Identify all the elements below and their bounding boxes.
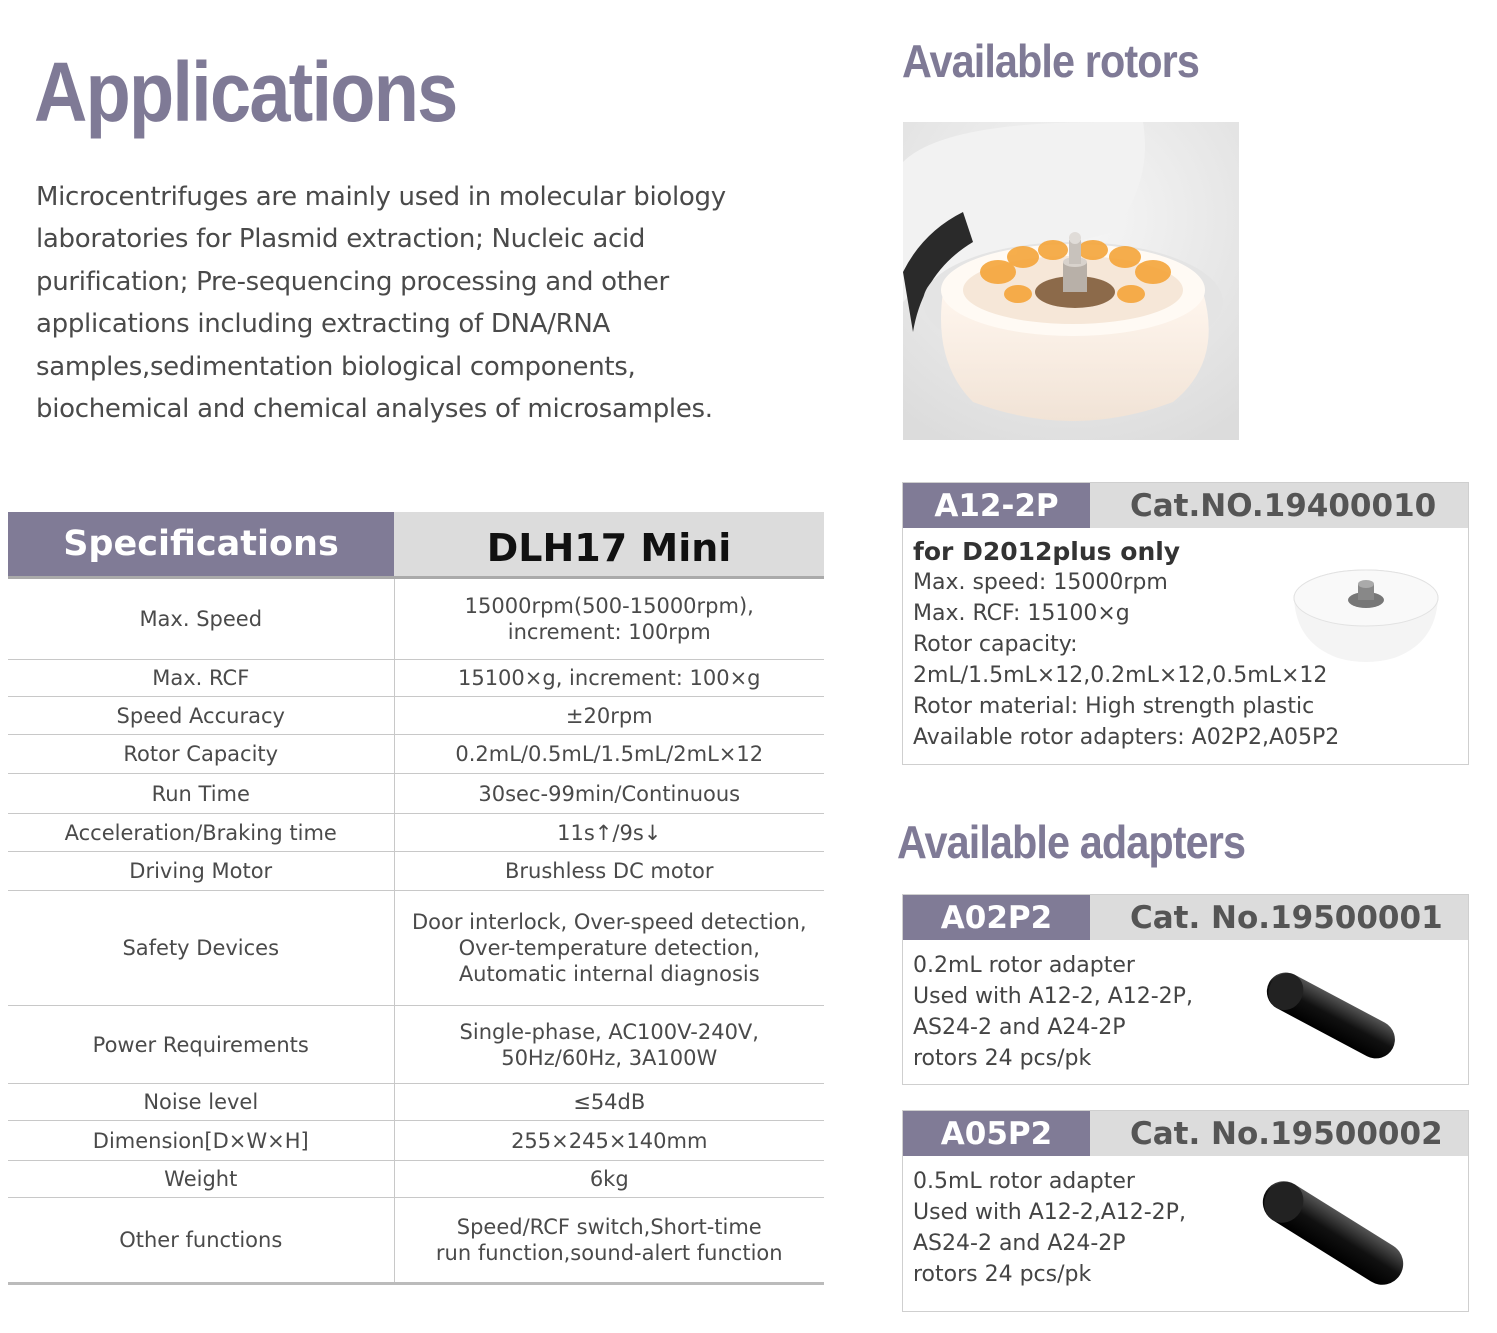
adapters-title: Available adapters (897, 816, 1246, 868)
adapter-card-body (903, 940, 1468, 1082)
spec-value (394, 660, 824, 697)
table-row (8, 774, 824, 814)
spec-value-line: Door interlock, Over-speed detection, (411, 910, 807, 934)
description-line: biochemical and chemical analyses of microsamples. (36, 394, 713, 425)
table-row (8, 891, 824, 1006)
adapter-thumbnail (1253, 960, 1408, 1070)
adapter-spec-line: Used with A12-2, A12-2P, (913, 984, 1193, 1009)
adapter-card-header (903, 1111, 1468, 1156)
spec-value-line: 15000rpm(500-15000rpm), (464, 594, 754, 618)
spec-label: Power Requirements (8, 1006, 394, 1084)
specifications-header: Specifications (8, 512, 394, 578)
adapter-card-a05p2 (902, 1110, 1469, 1312)
rotor-spec-line: Max. RCF: 15100×g (913, 601, 1130, 626)
adapter-spec-line: rotors 24 pcs/pk (913, 1262, 1092, 1287)
rotor-code: A12-2P (903, 483, 1090, 528)
adapter-code: A05P2 (903, 1111, 1090, 1156)
spec-label: Max. RCF (8, 660, 394, 697)
spec-value (394, 1121, 824, 1161)
spec-value-line: increment: 100rpm (507, 620, 711, 644)
spec-value (394, 814, 824, 852)
description-line: purification; Pre-sequencing processing and other (36, 266, 669, 297)
spec-label: Speed Accuracy (8, 697, 394, 735)
adapter-cat-number: Cat. No.19500002 (1130, 1116, 1443, 1152)
rotors-title: Available rotors (902, 35, 1199, 87)
rotor-spec-line: Rotor capacity: (913, 632, 1078, 657)
spec-value-line: 6kg (589, 1167, 629, 1191)
table-row (8, 1006, 824, 1084)
spec-value (394, 852, 824, 891)
table-row (8, 697, 824, 735)
rotor-photo (903, 122, 1239, 440)
spec-value-line: 50Hz/60Hz, 3A100W (501, 1045, 718, 1070)
spec-value (394, 578, 824, 660)
spec-value (394, 891, 824, 1006)
adapter-spec-line: 0.5mL rotor adapter (913, 1169, 1135, 1194)
rotor-card-header (903, 483, 1468, 528)
spec-value-line: 11s↑/9s↓ (557, 820, 662, 845)
spec-value (394, 1006, 824, 1084)
spec-label: Driving Motor (8, 852, 394, 891)
spec-value (394, 774, 824, 814)
description-line: samples,sedimentation biological components, (36, 351, 636, 382)
rotor-thumbnail (1288, 548, 1443, 668)
spec-label: Run Time (8, 774, 394, 814)
adapter-spec-line: Used with A12-2,A12-2P, (913, 1200, 1186, 1225)
spec-label: Rotor Capacity (8, 735, 394, 774)
table-row (8, 735, 824, 774)
spec-value (394, 697, 824, 735)
adapter-spec-line: 0.2mL rotor adapter (913, 953, 1135, 978)
spec-value-line: Automatic internal diagnosis (458, 962, 760, 986)
spec-label: Acceleration/Braking time (8, 814, 394, 852)
adapter-spec-line: AS24-2 and A24-2P (913, 1231, 1126, 1256)
table-row (8, 1121, 824, 1161)
rotor-compatibility: for D2012plus only (913, 537, 1181, 566)
rotor-spec-line: Max. speed: 15000rpm (913, 570, 1168, 595)
applications-title: Applications (34, 45, 457, 139)
rotor-spec-line: Available rotor adapters: A02P2,A05P2 (913, 725, 1340, 750)
applications-description (36, 176, 736, 430)
adapter-card-header (903, 895, 1468, 940)
table-row (8, 578, 824, 660)
table-row (8, 814, 824, 852)
spec-value-line: 30sec-99min/Continuous (478, 781, 741, 806)
rotor-spec-line: 2mL/1.5mL×12,0.2mL×12,0.5mL×12 (913, 663, 1328, 688)
spec-value (394, 1198, 824, 1284)
spec-label: Dimension[D×W×H] (8, 1121, 394, 1161)
adapter-code: A02P2 (903, 895, 1090, 940)
spec-label: Noise level (8, 1084, 394, 1121)
centrifuge-rotor-image (903, 122, 1239, 440)
adapter-spec-line: rotors 24 pcs/pk (913, 1046, 1092, 1071)
rotor-spec-line: Rotor material: High strength plastic (913, 694, 1315, 719)
description-line: laboratories for Plasmid extraction; Nucleic acid (36, 224, 646, 255)
table-row (8, 1198, 824, 1284)
spec-value-line: Over-temperature detection, (458, 936, 760, 960)
adapter-cat-number: Cat. No.19500001 (1130, 900, 1443, 936)
spec-value-line: 255×245×140mm (511, 1128, 708, 1153)
specifications-table (8, 512, 824, 1285)
spec-value-line: ≤54dB (573, 1090, 646, 1114)
adapter-spec-line: AS24-2 and A24-2P (913, 1015, 1126, 1040)
table-row (8, 852, 824, 891)
spec-value-line: 15100×g, increment: 100×g (457, 666, 761, 690)
spec-value-line: Brushless DC motor (505, 859, 714, 883)
table-row (8, 1161, 824, 1198)
rotor-card-a12-2p (902, 482, 1469, 765)
spec-value-line: 0.2mL/0.5mL/1.5mL/2mL×12 (455, 742, 764, 766)
model-header: DLH17 Mini (394, 512, 824, 578)
spec-value (394, 735, 824, 774)
spec-label: Safety Devices (8, 891, 394, 1006)
spec-label: Other functions (8, 1198, 394, 1284)
adapter-thumbnail (1248, 1168, 1418, 1298)
description-line: applications including extracting of DNA/RNA (36, 309, 611, 340)
spec-label: Max. Speed (8, 578, 394, 660)
spec-value (394, 1161, 824, 1198)
rotor-card-body (903, 528, 1468, 761)
rotor-cat-number: Cat.NO.19400010 (1130, 488, 1437, 524)
table-row (8, 660, 824, 697)
spec-value (394, 1084, 824, 1121)
adapter-card-a02p2 (902, 894, 1469, 1085)
table-row (8, 1084, 824, 1121)
spec-value-line: Single-phase, AC100V-240V, (459, 1019, 759, 1044)
adapter-card-body (903, 1156, 1468, 1298)
spec-value-line: ±20rpm (565, 703, 653, 728)
spec-value-line: run function,sound-alert function (435, 1241, 783, 1265)
description-line: Microcentrifuges are mainly used in molecular biology (36, 182, 726, 212)
spec-label: Weight (8, 1161, 394, 1198)
spec-value-line: Speed/RCF switch,Short-time (456, 1215, 762, 1239)
